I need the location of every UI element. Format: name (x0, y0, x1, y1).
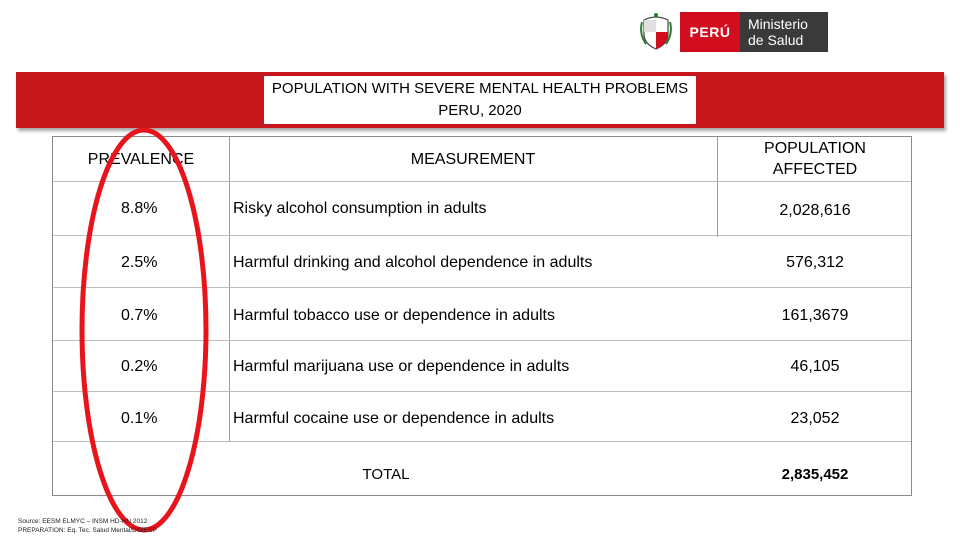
header-measurement: MEASUREMENT (410, 150, 536, 168)
table-row-prevalence: 0.7% (121, 307, 158, 324)
table-row-population: 2,028,616 (779, 202, 851, 219)
table-row-measurement: Harmful tobacco use or dependence in adults (233, 307, 555, 324)
peru-label: PERÚ (689, 24, 731, 40)
title-banner (16, 72, 944, 128)
table-row-measurement: Risky alcohol consumption in adults (233, 200, 487, 217)
table-row-prevalence: 8.8% (121, 200, 158, 217)
title-line1: POPULATION WITH SEVERE MENTAL HEALTH PROBLEMS (271, 80, 689, 97)
total-label: TOTAL (362, 465, 410, 483)
header-population (719, 137, 911, 181)
row-divider (53, 181, 911, 182)
table-row-population: 23,052 (790, 410, 840, 427)
title-line2: PERU, 2020 (438, 102, 522, 119)
column-divider (717, 137, 718, 237)
coat-of-arms-icon (636, 12, 676, 52)
ministry-logo (636, 12, 828, 52)
total-value: 2,835,452 (781, 465, 849, 483)
source-note (18, 517, 157, 535)
column-divider (229, 137, 230, 441)
table-row-prevalence: 0.2% (121, 358, 158, 375)
ministry-line2: de Salud (748, 32, 804, 48)
table-row-prevalence: 2.5% (121, 254, 158, 271)
source-line2: PREPARATION: Eq. Tec. Salud Mental/DGIESP (18, 527, 157, 534)
title-text (264, 76, 696, 124)
ministry-line1: Ministerio (748, 16, 808, 32)
table-row-prevalence: 0.1% (121, 410, 158, 427)
ministry-badge (740, 12, 828, 52)
table-row-measurement: Harmful drinking and alcohol dependence in adults (233, 254, 593, 271)
header-population-line1: POPULATION (764, 140, 866, 157)
prevalence-table (52, 136, 912, 496)
source-line1: Source: EESM ELMYC – INSM HD-HN 2012 (18, 518, 148, 525)
table-row-population: 576,312 (786, 254, 844, 271)
header-prevalence: PREVALENCE (87, 150, 195, 168)
table-row-measurement: Harmful cocaine use or dependence in adults (233, 410, 555, 427)
table-row-measurement: Harmful marijuana use or dependence in adults (233, 358, 570, 375)
peru-badge (680, 12, 740, 52)
table-row-population: 161,3679 (781, 307, 849, 324)
table-row-population: 46,105 (790, 358, 840, 375)
header-population-line2: AFFECTED (772, 161, 858, 178)
